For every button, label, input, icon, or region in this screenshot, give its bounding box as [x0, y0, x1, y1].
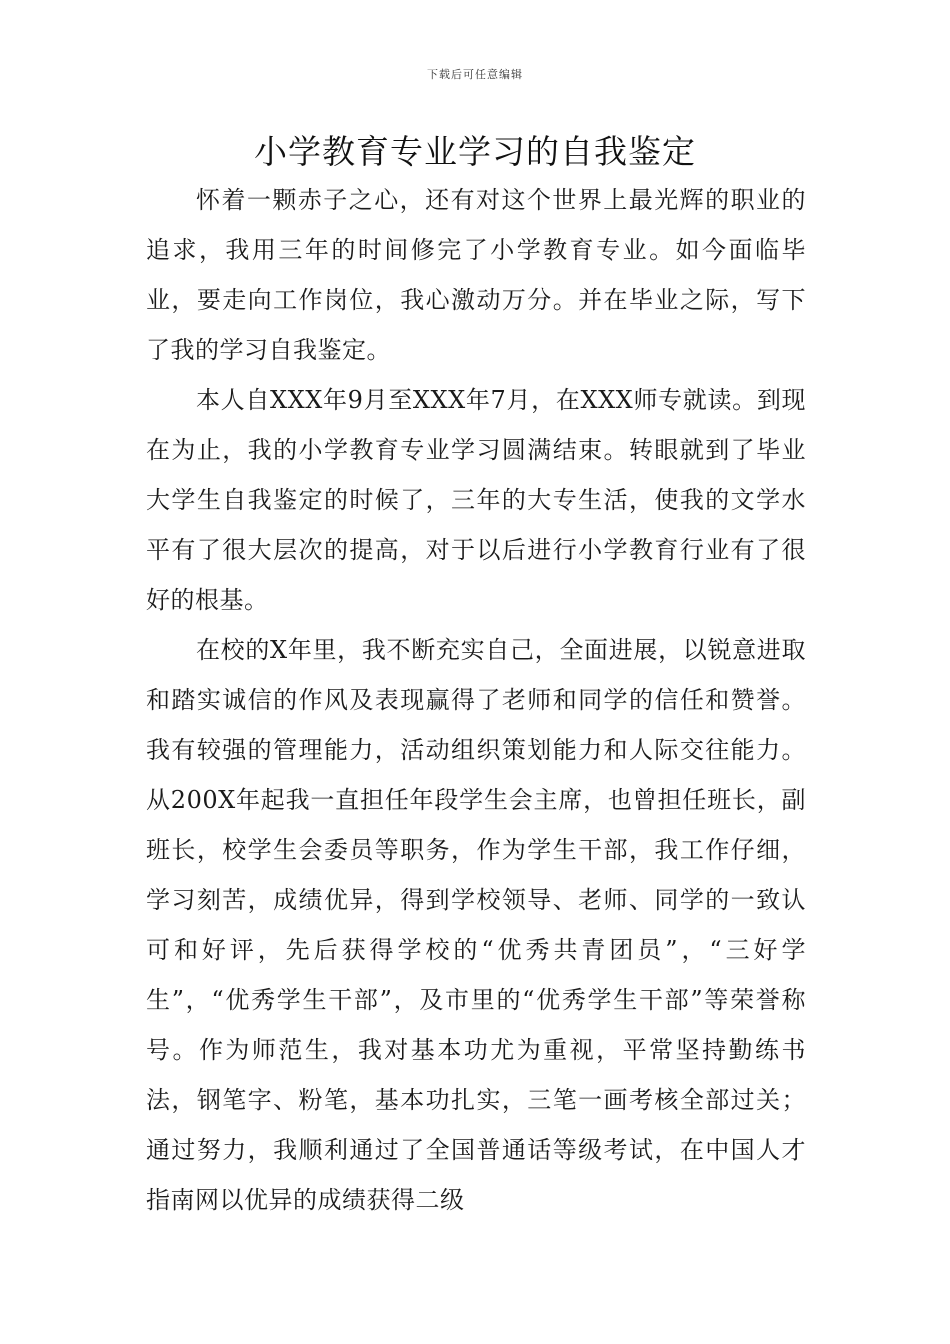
header-note: 下载后可任意编辑 — [427, 68, 523, 81]
document-title: 小学教育专业学习的自我鉴定 — [254, 132, 696, 171]
document-body — [146, 175, 806, 1225]
paragraph-study-period: 本人自XXX年9月至XXX年7月，在XXX师专就读。到现在为止，我的小学教育专业学习圆满结束。转眼就到了毕业大学生自我鉴定的时候了，三年的大专生活，使我的文学水平有了很大层次的提高，对于以后进行小学教育行业有了很好的根基。 — [146, 386, 806, 614]
paragraph-achievements: 在校的X年里，我不断充实自己，全面进展，以锐意进取和踏实诚信的作风及表现赢得了老师和同学的信任和赞誉。我有较强的管理能力，活动组织策划能力和人际交往能力。从200X年起我一直担任年段学生会主席，也曾担任班长，副班长，校学生会委员等职务，作为学生干部，我工作仔细，学习刻苦，成绩优异，得到学校领导、老师、同学的一致认可和好评，先后获得学校的“优秀共青团员”，“三好学生”，“优秀学生干部”，及市里的“优秀学生干部”等荣誉称号。作为师范生，我对基本功尤为重视，平常坚持勤练书法，钢笔字、粉笔，基本功扎实，三笔一画考核全部过关；通过努力，我顺利通过了全国普通话等级考试，在中国人才指南网以优异的成绩获得二级 — [146, 636, 806, 1214]
paragraph-intro: 怀着一颗赤子之心，还有对这个世界上最光辉的职业的追求，我用三年的时间修完了小学教育专业。如今面临毕业，要走向工作岗位，我心激动万分。并在毕业之际，写下了我的学习自我鉴定。 — [146, 186, 806, 364]
